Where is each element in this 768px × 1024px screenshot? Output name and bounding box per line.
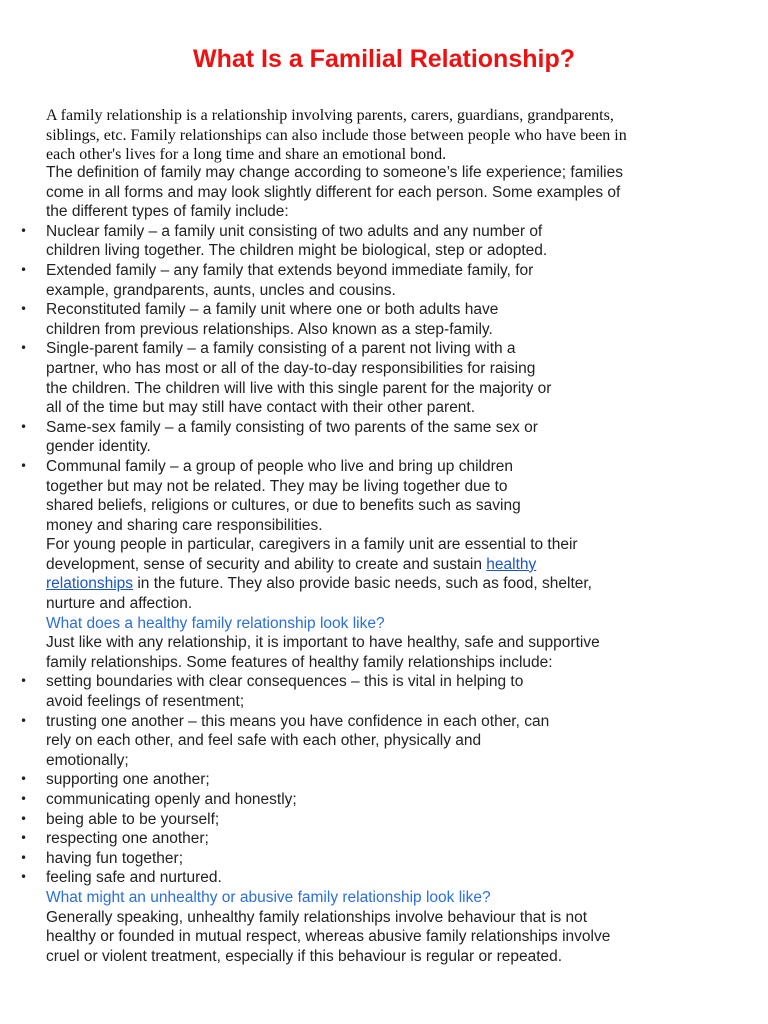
line-text: Just like with any relationship, it is important to have healthy, safe and supportive	[46, 634, 600, 652]
line-text: in the future. They also provide basic needs, such as food, shelter,	[133, 575, 592, 593]
text-line	[46, 692, 736, 712]
line-text: all of the time but may still have contact with their other parent.	[46, 399, 476, 417]
line-text: shared beliefs, religions or cultures, or due to benefits such as saving	[46, 497, 521, 515]
bullet-item-line	[46, 868, 736, 888]
healthy-relationships-link[interactable]: relationships	[46, 575, 134, 593]
intro-line: A family relationship is a relationship involving parents, carers, guardians, grandparents,	[46, 107, 614, 124]
line-text: the different types of family include:	[46, 203, 289, 221]
line-text: children living together. The children might be biological, step or adopted.	[46, 242, 548, 260]
text-line	[46, 927, 736, 947]
line-text: rely on each other, and feel safe with each other, physically and	[46, 732, 482, 750]
text-line	[46, 555, 736, 575]
line-text: respecting one another;	[46, 830, 209, 848]
line-text: come in all forms and may look slightly different for each person. Some examples of	[46, 183, 621, 201]
text-line	[46, 908, 736, 928]
intro-line: siblings, etc. Family relationships can also include those between people who have been in	[46, 126, 627, 144]
text-line	[46, 535, 736, 555]
line-text: the children. The children will live with this single parent for the majority or	[46, 379, 552, 397]
line-text: Communal family – a group of people who live and bring up children	[46, 457, 513, 475]
page-title: What Is a Familial Relationship?	[192, 45, 575, 73]
bullet-item-line	[46, 418, 736, 438]
line-text: example, grandparents, aunts, uncles and cousins.	[46, 281, 396, 299]
text-line	[46, 202, 736, 222]
bullet-item-line	[46, 222, 736, 242]
section-heading	[46, 888, 736, 908]
intro-paragraph	[46, 106, 726, 165]
text-line	[46, 320, 736, 340]
line-text: feeling safe and nurtured.	[46, 869, 222, 887]
bullet-item-line	[46, 712, 736, 732]
line-text: gender identity.	[46, 438, 151, 456]
text-line	[46, 731, 736, 751]
line-text: For young people in particular, caregivers in a family unit are essential to their	[46, 536, 578, 554]
text-line	[46, 241, 736, 261]
line-text: children from previous relationships. Also known as a step-family.	[46, 320, 493, 338]
text-line	[46, 516, 736, 536]
bullet-item-line	[46, 672, 736, 692]
line-text: The definition of family may change according to someone’s life experience; families	[46, 164, 623, 181]
line-text: money and sharing care responsibilities.	[46, 516, 323, 534]
bullet-item-line	[46, 339, 736, 359]
healthy-relationships-link[interactable]: healthy	[486, 555, 537, 573]
line-text: Generally speaking, unhealthy family relationships involve behaviour that is not	[46, 908, 588, 926]
text-line	[46, 379, 736, 399]
text-line	[46, 437, 736, 457]
text-line	[46, 633, 736, 653]
line-text: communicating openly and honestly;	[46, 791, 297, 808]
text-line	[46, 947, 736, 967]
document-body	[46, 163, 736, 966]
text-line	[46, 163, 736, 183]
text-line	[46, 751, 736, 771]
line-text: partner, who has most or all of the day-to-day responsibilities for raising	[46, 359, 536, 377]
bullet-item-line	[46, 770, 736, 790]
text-line	[46, 398, 736, 418]
bullet-item-line	[46, 790, 736, 810]
line-text: being able to be yourself;	[46, 810, 220, 828]
line-text: trusting one another – this means you have confidence in each other, can	[46, 712, 550, 730]
line-text: healthy or founded in mutual respect, whereas abusive family relationships involve	[46, 928, 611, 946]
section-heading	[46, 614, 736, 634]
bullet-item-line	[46, 261, 736, 281]
line-text: emotionally;	[46, 751, 129, 769]
text-line	[46, 594, 736, 614]
line-text: together but may not be related. They may be living together due to	[46, 477, 508, 495]
text-line	[46, 477, 736, 497]
bullet-item-line	[46, 457, 736, 477]
line-text: setting boundaries with clear consequences – this is vital in helping to	[46, 673, 524, 691]
text-line	[46, 281, 736, 301]
line-text: Single-parent family – a family consisting of a parent not living with a	[46, 340, 516, 358]
line-text: What might an unhealthy or abusive family relationship look like?	[46, 888, 491, 906]
line-text: avoid feelings of resentment;	[46, 693, 245, 711]
line-text: family relationships. Some features of healthy family relationships include:	[46, 653, 553, 671]
line-text: nurture and affection.	[46, 595, 193, 613]
text-line	[46, 359, 736, 379]
bullet-item-line	[46, 300, 736, 320]
line-text: having fun together;	[46, 849, 184, 867]
line-text: Same-sex family – a family consisting of two parents of the same sex or	[46, 418, 538, 436]
line-text: cruel or violent treatment, especially if this behaviour is regular or repeated.	[46, 947, 563, 965]
line-text: Reconstituted family – a family unit where one or both adults have	[46, 301, 499, 319]
bullet-item-line	[46, 810, 736, 830]
intro-line: each other's lives for a long time and share an emotional bond.	[46, 146, 447, 164]
line-text: Nuclear family – a family unit consisting of two adults and any number of	[46, 222, 543, 240]
line-text: development, sense of security and ability to create and sustain	[46, 555, 487, 573]
bullet-item-line	[46, 849, 736, 869]
text-line	[46, 653, 736, 673]
line-text: What does a healthy family relationship look like?	[46, 614, 385, 632]
bullet-item-line	[46, 829, 736, 849]
line-text: supporting one another;	[46, 771, 210, 789]
line-text: Extended family – any family that extends beyond immediate family, for	[46, 261, 534, 279]
text-line	[46, 183, 736, 203]
text-line	[46, 574, 736, 594]
text-line	[46, 496, 736, 516]
